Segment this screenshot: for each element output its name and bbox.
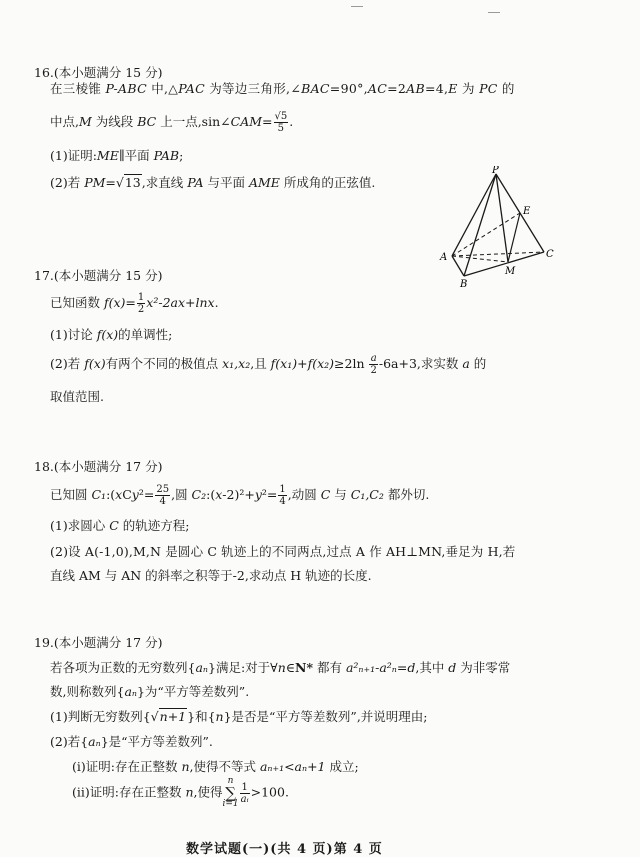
label-P: P (492, 166, 499, 176)
fraction: $\frac{a}{2}$ (370, 353, 377, 376)
q19-statement-line1: 若各项为正数的无穷数列{aₙ}满足:对于∀n∈N* 都有 a²ₙ₊₁-a²ₙ=d,其中 d 为非零常 (50, 660, 511, 675)
edge-AB (452, 256, 464, 276)
q19-part2: (2)若{aₙ}是“平方等差数列”. (50, 734, 213, 749)
q16-part1: (1)证明:ME∥平面 PAB; (50, 148, 184, 163)
q16-statement-line2: 中点,M 为线段 BC 上一点,sin∠CAM= $\frac{√5}{5}$ . (50, 111, 294, 134)
fraction: $\frac{√5}{5}$ (274, 111, 288, 134)
q16-statement-line1: 在三棱锥 P-ABC 中,△PAC 为等边三角形,∠BAC=90°,AC=2AB=4,E 为 PC 的 (50, 81, 515, 96)
q17-statement: 已知函数 f(x)= $\frac{1}{2}$ x²-2ax+lnx. (50, 292, 219, 315)
fraction: $\frac{1}{\text{aᵢ}}$ (240, 781, 249, 805)
label-B: B (460, 279, 468, 290)
q17-part2-line2: 取值范围. (50, 389, 104, 404)
q19-part1: (1)判断无穷数列{√n+1}和{n}是否是“平方等差数列”,并说明理由; (50, 709, 428, 724)
q18-header: 18.(本小题满分 17 分) (34, 459, 163, 474)
q17-part1: (1)讨论 f(x)的单调性; (50, 327, 173, 342)
q18-part2-line2: 直线 AM 与 AN 的斜率之积等于-2,求动点 H 轨迹的长度. (50, 568, 372, 583)
tetrahedron-figure (432, 166, 562, 292)
label-M: M (505, 266, 516, 277)
fraction: $\frac{1}{2}$ (137, 292, 145, 315)
label-A: A (440, 252, 448, 263)
q19-header: 19.(本小题满分 17 分) (34, 635, 163, 650)
edge-AC (452, 252, 544, 256)
edge-BC (464, 252, 544, 276)
edge-AE (452, 213, 520, 256)
scan-mark (488, 12, 500, 13)
label-C: C (546, 249, 554, 260)
q18-statement: 已知圆 C₁:(xCy²= $\frac{25}{4}$ ,圆 C₂:(x-2)²+y²= $\frac{1}{4}$ ,动圆 C 与 C₁,C₂ 都外切. (50, 484, 430, 507)
edge-PM (496, 174, 508, 262)
scan-mark (351, 6, 363, 7)
label-E: E (523, 206, 531, 217)
q18-part2-line1: (2)设 A(-1,0),M,N 是圆心 C 轨迹上的不同两点,过点 A 作 AH⊥MN,垂足为 H,若 (50, 544, 516, 559)
q19-statement-line2: 数,则称数列{aₙ}为“平方等差数列”. (50, 684, 250, 699)
fraction: $\frac{1}{4}$ (279, 484, 286, 507)
page-footer: 数学试题(一)(共 4 页)第 4 页 (186, 842, 383, 857)
q17-header: 17.(本小题满分 15 分) (34, 268, 163, 283)
q18-part1: (1)求圆心 C 的轨迹方程; (50, 518, 190, 533)
q19-part2-ii: (ⅱ)证明:存在正整数 n,使得n ∑ i=1 $\frac{1}{\text{aᵢ}}$ >100. (72, 776, 289, 809)
edge-AM (452, 256, 508, 262)
q17-part2-line1: (2)若 f(x)有两个不同的极值点 x₁,x₂,且 f(x₁)+f(x₂)≥2ln $\frac{a}{2}$ -6a+3,求实数 a 的 (50, 353, 487, 376)
q16-part2: (2)若 PM=√13,求直线 PA 与平面 AME 所成角的正弦值. (50, 175, 376, 190)
edge-ME (508, 213, 520, 262)
fraction: $\frac{25}{4}$ (156, 484, 170, 507)
q16-header: 16.(本小题满分 15 分) (34, 65, 163, 80)
q19-part2-i: (ⅰ)证明:存在正整数 n,使得不等式 aₙ₊₁<aₙ+1 成立; (72, 759, 359, 774)
summation: n ∑ i=1 (222, 776, 239, 809)
